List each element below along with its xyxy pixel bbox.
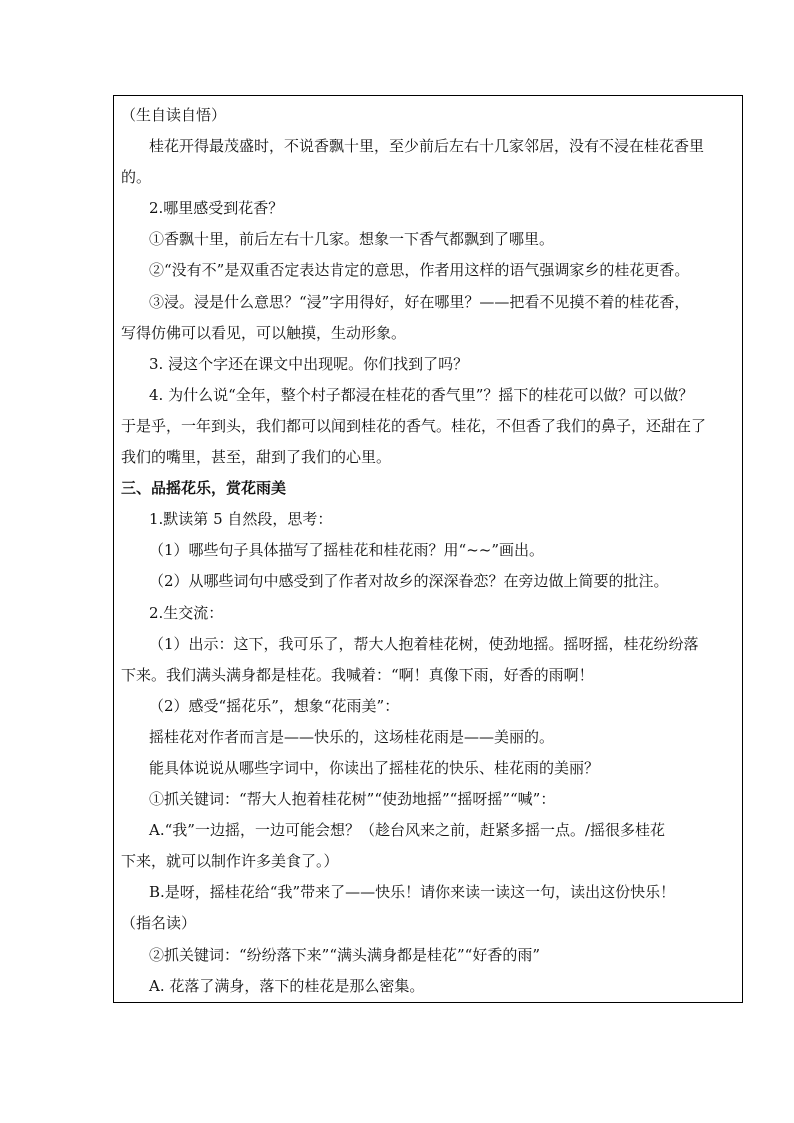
text-line: （2）感受“摇花乐”，想象“花雨美”： [149, 696, 400, 715]
text-line: 1.默读第 5 自然段，思考： [149, 510, 333, 529]
text-line: 2.生交流： [149, 603, 224, 622]
text-line: 下来，就可以制作许多美食了。） [121, 852, 339, 871]
text-line: ③浸。浸是什么意思？“浸”字用得好，好在哪里？——把看不见摸不着的桂花香， [149, 292, 690, 311]
text-line: ②“没有不”是双重否定表达肯定的意思，作者用这样的语气强调家乡的桂花更香。 [149, 261, 690, 280]
text-line: 于是乎，一年到头，我们都可以闻到桂花的香气。桂花，不但香了我们的鼻子，还甜在了 [121, 416, 707, 435]
text-line: 的。 [121, 168, 152, 187]
text-line: A. 花落了满身，落下的桂花是那么密集。 [149, 976, 425, 995]
text-line: （指名读） [121, 914, 197, 933]
text-line: 写得仿佛可以看见，可以触摸，生动形象。 [121, 323, 407, 342]
text-line: ①香飘十里，前后左右十几家。想象一下香气都飘到了哪里。 [149, 230, 555, 249]
text-line: （1）出示：这下，我可乐了，帮大人抱着桂花树，使劲地摇。摇呀摇，桂花纷纷落 [149, 634, 699, 653]
text-line: 摇桂花对作者而言是——快乐的，这场桂花雨是——美丽的。 [149, 727, 555, 746]
text-line: （生自读自悟） [121, 106, 227, 124]
text-line: 下来。我们满头满身都是桂花。我喊着：“啊！真像下雨，好香的雨啊！ [121, 665, 594, 684]
text-line: 能具体说说从哪些字词中，你读出了摇桂花的快乐、桂花雨的美丽？ [149, 758, 600, 777]
text-line: A.“我”一边摇，一边可能会想？（趁台风来之前，赶紧多摇一点。/摇很多桂花 [149, 821, 665, 840]
text-line: 我们的嘴里，甚至，甜到了我们的心里。 [121, 448, 392, 467]
text-line: 2.哪里感受到花香？ [149, 199, 284, 218]
text-line: 3. 浸这个字还在课文中出现呢。你们找到了吗？ [149, 354, 469, 373]
lesson-text-body [114, 96, 742, 1002]
lesson-table-cell [113, 95, 743, 1003]
text-line: B.是呀，摇桂花给“我”带来了——快乐！请你来读一读这一句，读出这份快乐！ [149, 883, 676, 902]
text-line: ②抓关键词：“纷纷落下来”“满头满身都是桂花”“好香的雨” [149, 945, 541, 964]
text-line: （2）从哪些词句中感受到了作者对故乡的深深眷恋？在旁边做上简要的批注。 [149, 572, 669, 591]
text-line: 4. 为什么说“全年，整个村子都浸在桂花的香气里”？摇下的桂花可以做？可以做？ [149, 385, 694, 404]
text-line: （1）哪些句子具体描写了摇桂花和桂花雨？用“~~”画出。 [149, 541, 545, 560]
text-line: ①抓关键词：“帮大人抱着桂花树”“使劲地摇”“摇呀摇”“喊”： [149, 790, 556, 809]
text-line: 桂花开得最茂盛时，不说香飘十里，至少前后左右十几家邻居，没有不浸在桂花香里 [149, 137, 705, 156]
section-heading: 三、品摇花乐，赏花雨美 [121, 479, 287, 498]
